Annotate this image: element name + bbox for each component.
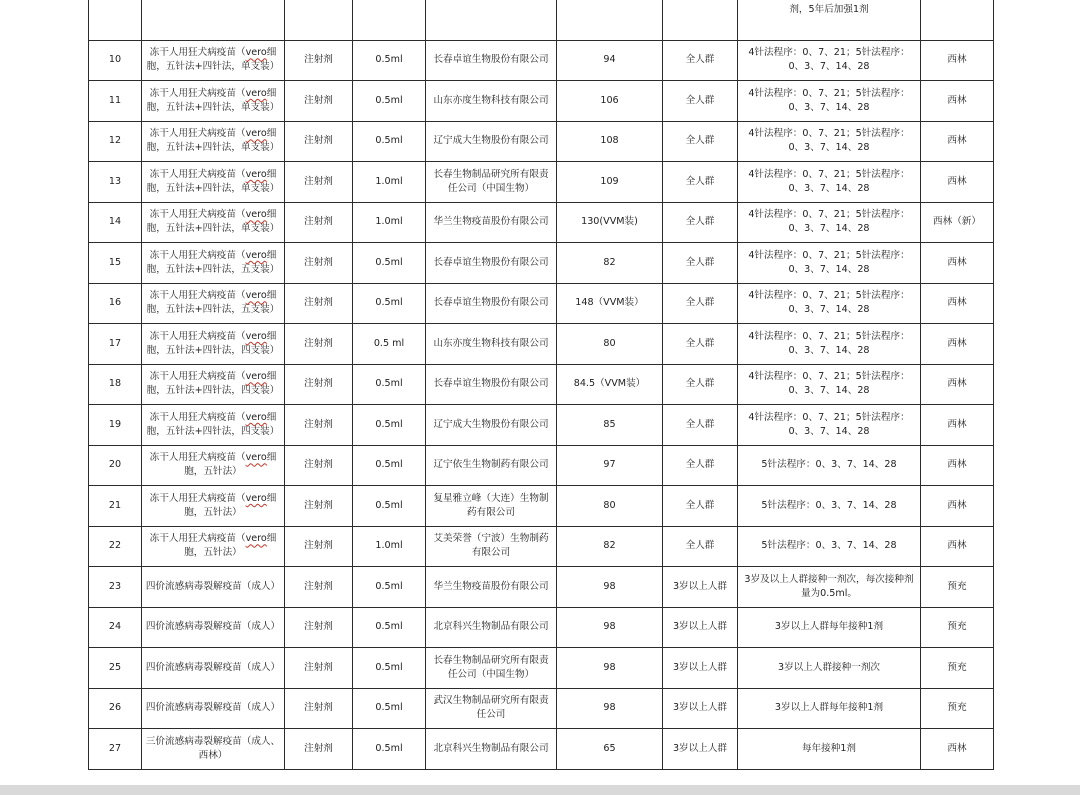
cell-maker: 长春卓谊生物股份有限公司 [426, 243, 557, 284]
cell-price: 80 [557, 486, 663, 527]
vaccine-name-part: 冻干人用狂犬病疫苗（ [149, 128, 246, 140]
cell-schedule: 剂，5年后加强1剂 [738, 0, 921, 40]
cell-type: 西林 [921, 121, 994, 162]
vaccine-name-part: 四价流感病毒裂解疫苗（成人） [145, 621, 281, 633]
vaccine-name-part: 四价流感病毒裂解疫苗（成人） [145, 580, 281, 592]
cell-price: 97 [557, 445, 663, 486]
cell-schedule: 4针法程序：0、7、21；5针法程序：0、3、7、14、28 [738, 40, 921, 81]
vaccine-name-part: 冻干人用狂犬病疫苗（ [149, 411, 246, 423]
cell-name [142, 40, 285, 81]
vaccine-name-part: 四价流感病毒裂解疫苗（成人） [145, 661, 281, 673]
cell-form: 注射剂 [285, 729, 353, 770]
table-row [89, 121, 994, 162]
table-row [89, 486, 994, 527]
cell-type: 西林 [921, 526, 994, 567]
vaccine-name-part: 冻干人用狂犬病疫苗（ [149, 87, 246, 99]
cell-maker: 辽宁成大生物股份有限公司 [426, 121, 557, 162]
cell-spec: 1.0ml [353, 162, 426, 203]
vaccine-name-part: 冻干人用狂犬病疫苗（ [149, 533, 246, 545]
cell-type: 西林 [921, 405, 994, 446]
cell-maker: 华兰生物疫苗股份有限公司 [426, 202, 557, 243]
cell-maker: 长春卓谊生物股份有限公司 [426, 283, 557, 324]
cell-schedule: 3岁以上人群接种一剂次 [738, 648, 921, 689]
cell-type: 预充 [921, 688, 994, 729]
cell-form: 注射剂 [285, 162, 353, 203]
cell-type: 预充 [921, 648, 994, 689]
cell-form: 注射剂 [285, 81, 353, 122]
cell-no: 20 [89, 445, 142, 486]
cell-spec: 1.0ml [353, 202, 426, 243]
cell-group: 全人群 [663, 202, 738, 243]
cell-schedule: 3岁以上人群每年接种1剂 [738, 607, 921, 648]
vero-term: vero [245, 492, 267, 504]
cell-form: 注射剂 [285, 121, 353, 162]
cell-maker: 长春生物制品研究所有限责任公司（中国生物） [426, 648, 557, 689]
cell-type [921, 0, 994, 40]
cell-group: 全人群 [663, 283, 738, 324]
vaccine-name-part: 冻干人用狂犬病疫苗（ [149, 209, 246, 221]
cell-no: 24 [89, 607, 142, 648]
cell-name [142, 567, 285, 608]
vaccine-name-part: 细胞，五针法+四针法，单支装） [146, 47, 280, 73]
cell-no: 17 [89, 324, 142, 365]
cell-type: 西林 [921, 729, 994, 770]
cell-schedule: 5针法程序：0、3、7、14、28 [738, 486, 921, 527]
cell-no: 16 [89, 283, 142, 324]
cell-type: 西林 [921, 40, 994, 81]
cell-name [142, 324, 285, 365]
vaccine-name-part: 三价流感病毒裂解疫苗（成人、西林） [145, 735, 281, 761]
cell-group: 全人群 [663, 243, 738, 284]
cell-schedule: 3岁及以上人群接种一剂次，每次接种剂量为0.5ml。 [738, 567, 921, 608]
cell-name [142, 526, 285, 567]
cell-group: 全人群 [663, 121, 738, 162]
table-row [89, 729, 994, 770]
vero-term: vero [245, 168, 267, 180]
cell-schedule: 3岁以上人群每年接种1剂 [738, 688, 921, 729]
vero-term: vero [245, 452, 267, 464]
cell-price [557, 0, 663, 40]
cell-maker: 长春卓谊生物股份有限公司 [426, 364, 557, 405]
cell-no: 22 [89, 526, 142, 567]
cell-form: 注射剂 [285, 202, 353, 243]
cell-spec: 0.5ml [353, 364, 426, 405]
table-row [89, 202, 994, 243]
table-row [89, 445, 994, 486]
cell-form: 注射剂 [285, 40, 353, 81]
cell-name [142, 0, 285, 40]
cell-no: 25 [89, 648, 142, 689]
cell-name [142, 81, 285, 122]
vaccine-name-part: 冻干人用狂犬病疫苗（ [149, 330, 246, 342]
table-row [89, 688, 994, 729]
cell-schedule: 5针法程序：0、3、7、14、28 [738, 526, 921, 567]
cell-group: 全人群 [663, 526, 738, 567]
cell-spec: 0.5ml [353, 405, 426, 446]
cell-group: 3岁以上人群 [663, 607, 738, 648]
vaccine-name-part: 细胞，五针法+四针法，单支装） [146, 128, 280, 154]
cell-price: 94 [557, 40, 663, 81]
table-row [89, 243, 994, 284]
cell-form: 注射剂 [285, 445, 353, 486]
vaccine-name-part: 冻干人用狂犬病疫苗（ [149, 371, 246, 383]
table-row [89, 648, 994, 689]
cell-group: 3岁以上人群 [663, 567, 738, 608]
table-row-partial [89, 0, 994, 40]
cell-name [142, 243, 285, 284]
table-row [89, 283, 994, 324]
vaccine-name-part: 细胞，五针法+四针法，单支装） [146, 209, 280, 235]
vaccine-name-part: 冻干人用狂犬病疫苗（ [149, 452, 246, 464]
table-row [89, 607, 994, 648]
cell-type: 西林 [921, 486, 994, 527]
cell-form: 注射剂 [285, 364, 353, 405]
cell-type: 西林（新） [921, 202, 994, 243]
cell-type: 预充 [921, 567, 994, 608]
vaccine-name-part: 细胞，五针法+四针法，四支装） [146, 411, 280, 437]
cell-schedule: 4针法程序：0、7、21；5针法程序：0、3、7、14、28 [738, 202, 921, 243]
cell-no: 15 [89, 243, 142, 284]
cell-schedule: 4针法程序：0、7、21；5针法程序：0、3、7、14、28 [738, 162, 921, 203]
cell-maker [426, 0, 557, 40]
cell-schedule: 4针法程序：0、7、21；5针法程序：0、3、7、14、28 [738, 364, 921, 405]
cell-no: 19 [89, 405, 142, 446]
cell-no: 23 [89, 567, 142, 608]
cell-maker: 山东亦度生物科技有限公司 [426, 324, 557, 365]
cell-no: 18 [89, 364, 142, 405]
cell-maker: 北京科兴生物制品有限公司 [426, 729, 557, 770]
vero-term: vero [245, 290, 267, 302]
cell-spec: 0.5ml [353, 283, 426, 324]
cell-schedule: 4针法程序：0、7、21；5针法程序：0、3、7、14、28 [738, 405, 921, 446]
cell-maker: 长春生物制品研究所有限责任公司（中国生物） [426, 162, 557, 203]
cell-spec: 0.5ml [353, 729, 426, 770]
cell-spec: 0.5ml [353, 688, 426, 729]
vero-term: vero [245, 411, 267, 423]
cell-name [142, 486, 285, 527]
vero-term: vero [245, 128, 267, 140]
cell-price: 85 [557, 405, 663, 446]
vaccine-price-table [88, 0, 994, 770]
vero-term: vero [245, 371, 267, 383]
vaccine-name-part: 细胞，五针法） [184, 533, 277, 559]
cell-schedule: 4针法程序：0、7、21；5针法程序：0、3、7、14、28 [738, 243, 921, 284]
vaccine-name-part: 细胞，五针法+四针法，单支装） [146, 168, 280, 194]
cell-spec: 0.5ml [353, 567, 426, 608]
cell-no: 13 [89, 162, 142, 203]
cell-price: 84.5（VVM装） [557, 364, 663, 405]
cell-type: 西林 [921, 283, 994, 324]
cell-name [142, 162, 285, 203]
cell-schedule: 5针法程序：0、3、7、14、28 [738, 445, 921, 486]
cell-price: 109 [557, 162, 663, 203]
cell-maker: 复星雅立峰（大连）生物制药有限公司 [426, 486, 557, 527]
vaccine-name-part: 细胞，五针法+四针法，单支装） [146, 87, 280, 113]
cell-name [142, 121, 285, 162]
cell-schedule: 4针法程序：0、7、21；5针法程序：0、3、7、14、28 [738, 283, 921, 324]
cell-maker: 辽宁依生生物制药有限公司 [426, 445, 557, 486]
cell-name [142, 445, 285, 486]
cell-group: 全人群 [663, 405, 738, 446]
cell-name [142, 283, 285, 324]
cell-maker: 武汉生物制品研究所有限责任公司 [426, 688, 557, 729]
cell-form: 注射剂 [285, 486, 353, 527]
vaccine-name-part: 冻干人用狂犬病疫苗（ [149, 290, 246, 302]
cell-group: 全人群 [663, 364, 738, 405]
cell-spec: 0.5 ml [353, 324, 426, 365]
cell-price: 98 [557, 607, 663, 648]
table-row [89, 40, 994, 81]
cell-no: 27 [89, 729, 142, 770]
cell-maker: 山东亦度生物科技有限公司 [426, 81, 557, 122]
cell-spec: 1.0ml [353, 526, 426, 567]
cell-type: 西林 [921, 324, 994, 365]
cell-maker: 长春卓谊生物股份有限公司 [426, 40, 557, 81]
cell-price: 98 [557, 648, 663, 689]
cell-name [142, 648, 285, 689]
cell-no: 11 [89, 81, 142, 122]
cell-name [142, 607, 285, 648]
table-row [89, 405, 994, 446]
cell-spec [353, 0, 426, 40]
cell-no: 21 [89, 486, 142, 527]
vaccine-name-part: 细胞，五针法） [184, 452, 277, 478]
vaccine-name-part: 细胞，五针法+四针法，五支装） [146, 249, 280, 275]
table-row [89, 364, 994, 405]
table-row [89, 162, 994, 203]
vaccine-name-part: 冻干人用狂犬病疫苗（ [149, 249, 246, 261]
vaccine-name-part: 四价流感病毒裂解疫苗（成人） [145, 702, 281, 714]
cell-price: 106 [557, 81, 663, 122]
cell-name [142, 364, 285, 405]
cell-name [142, 202, 285, 243]
cell-group: 全人群 [663, 162, 738, 203]
vero-term: vero [245, 87, 267, 99]
cell-type: 预充 [921, 607, 994, 648]
vaccine-name-part: 冻干人用狂犬病疫苗（ [149, 168, 246, 180]
cell-group: 全人群 [663, 81, 738, 122]
cell-schedule: 4针法程序：0、7、21；5针法程序：0、3、7、14、28 [738, 324, 921, 365]
vaccine-name-part: 细胞，五针法+四针法，五支装） [146, 290, 280, 316]
cell-form: 注射剂 [285, 688, 353, 729]
cell-form: 注射剂 [285, 526, 353, 567]
page-gap [0, 785, 1080, 795]
cell-form: 注射剂 [285, 607, 353, 648]
cell-form: 注射剂 [285, 567, 353, 608]
cell-no: 14 [89, 202, 142, 243]
cell-form: 注射剂 [285, 648, 353, 689]
cell-maker: 华兰生物疫苗股份有限公司 [426, 567, 557, 608]
cell-price: 80 [557, 324, 663, 365]
cell-type: 西林 [921, 162, 994, 203]
cell-schedule: 每年接种1剂 [738, 729, 921, 770]
cell-group: 3岁以上人群 [663, 729, 738, 770]
cell-spec: 0.5ml [353, 607, 426, 648]
cell-spec: 0.5ml [353, 243, 426, 284]
cell-group: 全人群 [663, 486, 738, 527]
vaccine-name-part: 冻干人用狂犬病疫苗（ [149, 47, 246, 59]
vero-term: vero [245, 249, 267, 261]
vaccine-name-part: 冻干人用狂犬病疫苗（ [149, 492, 246, 504]
table-row [89, 81, 994, 122]
vero-term: vero [245, 47, 267, 59]
cell-form: 注射剂 [285, 324, 353, 365]
vaccine-name-part: 细胞，五针法） [184, 492, 277, 518]
table-row [89, 324, 994, 365]
cell-spec: 0.5ml [353, 40, 426, 81]
cell-schedule: 4针法程序：0、7、21；5针法程序：0、3、7、14、28 [738, 81, 921, 122]
cell-spec: 0.5ml [353, 81, 426, 122]
cell-no: 12 [89, 121, 142, 162]
cell-group: 3岁以上人群 [663, 688, 738, 729]
cell-group: 3岁以上人群 [663, 648, 738, 689]
vaccine-name-part: 细胞，五针法+四针法，四支装） [146, 371, 280, 397]
cell-name [142, 405, 285, 446]
vaccine-name-part: 细胞，五针法+四针法，四支装） [146, 330, 280, 356]
cell-price: 98 [557, 567, 663, 608]
vero-term: vero [245, 330, 267, 342]
cell-type: 西林 [921, 445, 994, 486]
cell-type: 西林 [921, 364, 994, 405]
cell-schedule: 4针法程序：0、7、21；5针法程序：0、3、7、14、28 [738, 121, 921, 162]
cell-group [663, 0, 738, 40]
cell-no: 26 [89, 688, 142, 729]
cell-no [89, 0, 142, 40]
cell-price: 108 [557, 121, 663, 162]
table-row [89, 526, 994, 567]
cell-spec: 0.5ml [353, 445, 426, 486]
cell-group: 全人群 [663, 324, 738, 365]
vero-term: vero [245, 209, 267, 221]
cell-no: 10 [89, 40, 142, 81]
cell-name [142, 729, 285, 770]
cell-price: 82 [557, 526, 663, 567]
cell-form [285, 0, 353, 40]
cell-type: 西林 [921, 81, 994, 122]
table-body [89, 0, 994, 769]
cell-type: 西林 [921, 243, 994, 284]
cell-form: 注射剂 [285, 283, 353, 324]
cell-price: 65 [557, 729, 663, 770]
cell-spec: 0.5ml [353, 486, 426, 527]
cell-form: 注射剂 [285, 405, 353, 446]
cell-price: 82 [557, 243, 663, 284]
cell-name [142, 688, 285, 729]
vero-term: vero [245, 533, 267, 545]
table-row [89, 567, 994, 608]
cell-group: 全人群 [663, 40, 738, 81]
cell-maker: 辽宁成大生物股份有限公司 [426, 405, 557, 446]
cell-maker: 北京科兴生物制品有限公司 [426, 607, 557, 648]
cell-spec: 0.5ml [353, 648, 426, 689]
cell-form: 注射剂 [285, 243, 353, 284]
cell-group: 全人群 [663, 445, 738, 486]
cell-price: 148（VVM装） [557, 283, 663, 324]
cell-price: 98 [557, 688, 663, 729]
cell-price: 130(VVM装) [557, 202, 663, 243]
cell-spec: 0.5ml [353, 121, 426, 162]
cell-maker: 艾美荣誉（宁波）生物制药有限公司 [426, 526, 557, 567]
